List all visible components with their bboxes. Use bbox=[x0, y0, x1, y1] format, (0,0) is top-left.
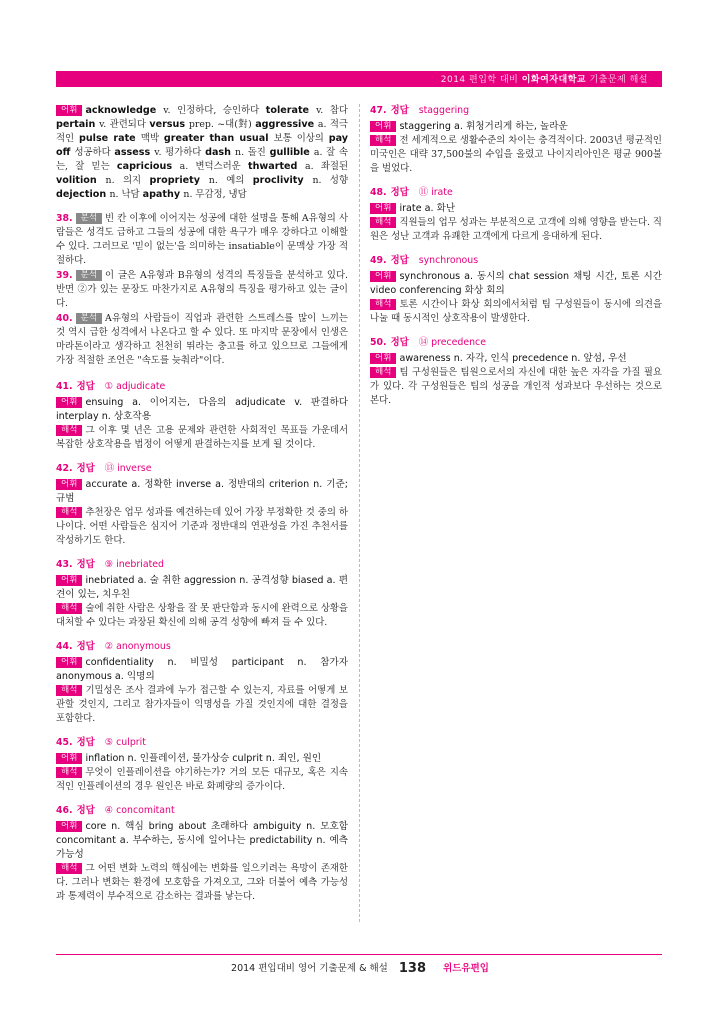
vocab-text: staggering a. 휘청거리게 하는, 놀라운 bbox=[399, 121, 568, 132]
answer-block bbox=[56, 736, 348, 794]
question-number: 48. bbox=[370, 187, 387, 198]
answer-choice: ④ concomitant bbox=[104, 805, 175, 816]
answer-list-right bbox=[370, 104, 662, 408]
vocab-tag: 어휘 bbox=[56, 575, 82, 586]
explain-text: 직원들의 업무 성과는 부분적으로 고객에 의해 영향을 받는다. 직원은 성난 고객과 유쾌한 고객에게 다르게 응대하게 된다. bbox=[370, 217, 662, 242]
vocab-meaning: v. 참다 bbox=[316, 105, 348, 116]
header-text bbox=[441, 72, 648, 85]
vocab-meaning: prep. ~대(對) bbox=[188, 119, 256, 130]
answer-label: 정답 bbox=[76, 463, 95, 474]
explain-row bbox=[56, 424, 348, 452]
vocab-term: proclivity bbox=[252, 175, 313, 186]
vocab-term: pay off bbox=[56, 133, 349, 158]
answer-block bbox=[56, 804, 348, 904]
vocab-term: pulse rate bbox=[78, 133, 141, 144]
explain-tag: 해석 bbox=[56, 603, 82, 614]
explain-text: 술에 취한 사람은 상황을 잘 못 판단함과 동시에 완력으로 상황을 대처할 수 있다는 과장된 확신에 의해 공격 성향에 빠져 들 수 있다. bbox=[56, 603, 348, 628]
vocab-text: synchronous a. 동시의 chat session 채팅 시간, 토론 시간 video conferencing 화상 회의 bbox=[370, 271, 662, 296]
vocab-meaning: 보통 이상의 bbox=[273, 133, 329, 144]
answer-label: 정답 bbox=[76, 641, 95, 652]
analysis-text: 이 글은 A유형과 B유형의 성격의 특징들을 분석하고 있다. 반면 ②가 있는 문장도 마찬가지로 A유형의 특징을 평가하고 있는 글이다. bbox=[56, 270, 348, 309]
vocab-term: assess bbox=[114, 147, 155, 158]
explain-row bbox=[56, 766, 348, 794]
explain-row bbox=[370, 366, 662, 408]
answer-label: 정답 bbox=[76, 381, 95, 392]
vocab-row bbox=[370, 270, 662, 298]
answer-block bbox=[370, 186, 662, 244]
explain-text: 팀 구성원들은 팀원으로서의 자신에 대한 높은 자각을 가질 필요가 있다. 각 구성원들은 팀의 성공을 개인적 성과보다 우선하는 것으로 본다. bbox=[370, 367, 662, 406]
explain-tag: 해석 bbox=[56, 767, 82, 778]
vocab-meaning: n. 낙담 bbox=[109, 189, 143, 200]
vocab-meaning: n. 의지 bbox=[105, 175, 150, 186]
question-number: 41. bbox=[56, 381, 73, 392]
header-suffix: 기출문제 해설 bbox=[589, 75, 648, 85]
vocab-text: core n. 핵심 bring about 초래하다 ambiguity n. 모호함 concomitant a. 부수하는, 동시에 일어나는 predictability n. 예측가능성 bbox=[56, 821, 348, 860]
explain-text: 그 이후 몇 년은 고용 문제와 관련한 사회적인 목표들 가운데서 복잡한 상호작용을 법정이 어떻게 판결하는지를 보게 될 것이다. bbox=[56, 425, 348, 450]
vocab-term: acknowledge bbox=[85, 105, 164, 116]
explain-text: 그 어떤 변화 노력의 핵심에는 변화를 일으키려는 욕망이 존재한다. 그러나 변화는 환경에 모호함을 가져오고, 그와 더불어 예측 가능성과 통제력이 부수적으로 감소하는 결과를 낳는다. bbox=[56, 863, 348, 902]
explain-tag: 해석 bbox=[370, 299, 396, 310]
answer-block bbox=[56, 558, 348, 630]
footer-rule bbox=[56, 954, 662, 955]
intro-vocab bbox=[56, 104, 348, 202]
vocab-term: dash bbox=[205, 147, 236, 158]
header-school: 이화여자대학교 bbox=[521, 75, 587, 85]
answer-block bbox=[370, 254, 662, 326]
answer-choice: ⑬ inverse bbox=[104, 463, 152, 474]
analysis-list bbox=[56, 212, 348, 368]
vocab-text: confidentiality n. 비밀성 participant n. 참가자 anonymous a. 익명의 bbox=[56, 657, 348, 682]
vocab-text: inflation n. 인플레이션, 물가상승 culprit n. 죄인, 원인 bbox=[85, 753, 322, 764]
answer-label: 정답 bbox=[76, 737, 95, 748]
vocab-term: aggressive bbox=[255, 119, 318, 130]
vocab-tag: 어휘 bbox=[56, 821, 82, 832]
vocab-term: capricious bbox=[116, 161, 180, 172]
explain-text: 전 세계적으로 생활수준의 차이는 충격적이다. 2003년 평균적인 미국인은 대략 37,500불의 수입을 올렸고 나이지리아인은 평균 900불을 벌었다. bbox=[370, 135, 662, 174]
right-column bbox=[370, 104, 662, 418]
vocab-tag: 어휘 bbox=[370, 203, 396, 214]
answer-label: 정답 bbox=[76, 559, 95, 570]
vocab-meaning: a. 변덕스러운 bbox=[179, 161, 248, 172]
vocab-row bbox=[56, 820, 348, 862]
vocab-row bbox=[56, 574, 348, 602]
vocab-term: volition bbox=[56, 175, 106, 186]
vocab-term: thwarted bbox=[247, 161, 306, 172]
vocab-tag: 어휘 bbox=[56, 105, 82, 116]
vocab-term: greater than usual bbox=[163, 133, 274, 144]
vocab-meaning: n. 예의 bbox=[208, 175, 253, 186]
question-number: 43. bbox=[56, 559, 73, 570]
analysis-text: A유형의 사람들이 직업과 관련한 스트레스를 많이 느끼는 것 역시 급한 성격에서 나온다고 할 수 있다. 또 마지막 문장에서 인생은 마라톤이라고 생각하고 천천히 뛰라는 충고를 하고 있으므로 그들에게 가장 적절한 조언은 "속도를 늦춰라"이다. bbox=[56, 313, 348, 366]
explain-tag: 해석 bbox=[56, 685, 82, 696]
vocab-row bbox=[370, 352, 662, 366]
vocab-term: pertain bbox=[56, 119, 100, 130]
vocab-row bbox=[56, 396, 348, 424]
question-number: 42. bbox=[56, 463, 73, 474]
analysis-item bbox=[56, 212, 348, 268]
vocab-meaning: n. 무감정, 냉담 bbox=[183, 189, 247, 200]
vocab-term: tolerate bbox=[265, 105, 317, 116]
explain-text: 기밀성은 조사 결과에 누가 접근할 수 있는지, 자료를 어떻게 보관할 것인지, 그리고 참가자들이 익명성을 가질 것인지에 대한 결정을 포함한다. bbox=[56, 685, 348, 724]
analysis-item bbox=[56, 312, 348, 368]
answer-choice: ⑭ precedence bbox=[418, 337, 486, 348]
explain-text: 추천장은 업무 성과를 예견하는데 있어 가장 부정확한 것 중의 하나이다. 어떤 사람들은 심지어 기준과 정반대의 연관성을 가진 추천서를 작성하기도 한다. bbox=[56, 507, 348, 546]
analysis-number: 39. bbox=[56, 270, 73, 281]
vocab-meaning: 성공하다 bbox=[74, 147, 115, 158]
explain-row bbox=[56, 684, 348, 726]
vocab-text: irate a. 화난 bbox=[399, 203, 456, 214]
answer-label: 정답 bbox=[390, 105, 409, 116]
answer-block bbox=[370, 104, 662, 176]
column-divider bbox=[359, 104, 360, 922]
answer-block bbox=[56, 380, 348, 452]
explain-tag: 해석 bbox=[370, 217, 396, 228]
header-prefix: 2014 편입학 대비 bbox=[440, 75, 519, 85]
vocab-text: accurate a. 정확한 inverse a. 정반대의 criterion n. 기준; 규범 bbox=[56, 479, 348, 504]
analysis-item bbox=[56, 269, 348, 311]
explain-row bbox=[56, 862, 348, 904]
question-number: 46. bbox=[56, 805, 73, 816]
answer-heading bbox=[56, 804, 348, 818]
explain-row bbox=[370, 134, 662, 176]
vocab-text: ensuing a. 이어지는, 다음의 adjudicate v. 판결하다 interplay n. 상호작용 bbox=[56, 397, 348, 422]
question-number: 45. bbox=[56, 737, 73, 748]
vocab-meaning: n. 성향 bbox=[312, 175, 349, 186]
answer-heading bbox=[370, 254, 662, 268]
vocab-meaning: a. 좌절된 bbox=[305, 161, 349, 172]
footer bbox=[0, 960, 720, 976]
left-column bbox=[56, 104, 348, 914]
explain-row bbox=[370, 298, 662, 326]
vocab-term: gullible bbox=[269, 147, 314, 158]
vocab-term: dejection bbox=[56, 189, 110, 200]
answer-list-left bbox=[56, 380, 348, 904]
explain-text: 토론 시간이나 화상 회의에서처럼 팀 구성원들이 동시에 의견을 나눌 때 동시적인 상호작용이 발생한다. bbox=[370, 299, 662, 324]
explain-tag: 해석 bbox=[56, 425, 82, 436]
answer-block bbox=[370, 336, 662, 408]
explain-tag: 해석 bbox=[56, 863, 82, 874]
answer-label: 정답 bbox=[390, 187, 409, 198]
answer-choice: synchronous bbox=[418, 255, 479, 266]
vocab-text: inebriated a. 술 취한 aggression n. 공격성향 biased a. 편견이 있는, 치우친 bbox=[56, 575, 348, 600]
explain-tag: 해석 bbox=[370, 367, 396, 378]
answer-label: 정답 bbox=[390, 337, 409, 348]
vocab-row bbox=[56, 478, 348, 506]
question-number: 49. bbox=[370, 255, 387, 266]
footer-brand: 위드유편입 bbox=[443, 963, 489, 974]
vocab-meaning: 맥박 bbox=[140, 133, 164, 144]
vocab-meaning: v. 관련되다 bbox=[99, 119, 150, 130]
vocab-row bbox=[370, 120, 662, 134]
analysis-tag: 분석 bbox=[76, 313, 102, 324]
answer-label: 정답 bbox=[390, 255, 409, 266]
answer-heading bbox=[56, 462, 348, 476]
header-banner bbox=[56, 71, 662, 87]
answer-block bbox=[56, 462, 348, 548]
vocab-row bbox=[370, 202, 662, 216]
analysis-text: 빈 칸 이후에 이어지는 성공에 대한 설명을 통해 A유형의 사람들은 성격도 급하고 그들의 성공에 대한 욕구가 매우 강하다고 이해할 수 있다. 그러므로 '믿이 없는'을 의미하는 insatiable이 문맥상 가장 적절하다. bbox=[56, 213, 348, 266]
answer-choice: ⑤ culprit bbox=[104, 737, 146, 748]
answer-heading bbox=[56, 558, 348, 572]
intro-vocab-list bbox=[56, 105, 348, 200]
page-number: 138 bbox=[398, 961, 427, 976]
vocab-meaning: n. 돌진 bbox=[235, 147, 270, 158]
answer-choice: ① adjudicate bbox=[104, 381, 166, 392]
vocab-meaning: v. 평가하다 bbox=[154, 147, 206, 158]
explain-row bbox=[56, 602, 348, 630]
answer-heading bbox=[56, 736, 348, 750]
answer-label: 정답 bbox=[76, 805, 95, 816]
vocab-text: awareness n. 자각, 인식 precedence n. 앞섬, 우선 bbox=[399, 353, 627, 364]
question-number: 47. bbox=[370, 105, 387, 116]
explain-text: 무엇이 인플레이션을 야기하는가? 거의 모든 대규모, 혹은 지속적인 인플레이션의 경우 원인은 바로 화폐량의 증가이다. bbox=[56, 767, 348, 792]
explain-tag: 해석 bbox=[370, 135, 396, 146]
vocab-row bbox=[56, 656, 348, 684]
analysis-number: 38. bbox=[56, 213, 73, 224]
answer-choice: ⑨ inebriated bbox=[104, 559, 164, 570]
explain-row bbox=[370, 216, 662, 244]
explain-row bbox=[56, 506, 348, 548]
vocab-meaning: v. 인정하다, 승인하다 bbox=[163, 105, 266, 116]
answer-heading bbox=[56, 640, 348, 654]
analysis-tag: 분석 bbox=[76, 213, 102, 224]
vocab-meaning: a. 잘 속는, 잘 믿는 bbox=[56, 147, 348, 172]
analysis-tag: 분석 bbox=[76, 270, 102, 281]
answer-heading bbox=[370, 104, 662, 118]
vocab-tag: 어휘 bbox=[56, 397, 82, 408]
analysis-number: 40. bbox=[56, 313, 73, 324]
vocab-meaning: a. 적극적인 bbox=[56, 119, 348, 144]
answer-block bbox=[56, 640, 348, 726]
explain-tag: 해석 bbox=[56, 507, 82, 518]
vocab-tag: 어휘 bbox=[370, 353, 396, 364]
answer-choice: ⑪ irate bbox=[418, 187, 453, 198]
vocab-term: apathy bbox=[142, 189, 184, 200]
vocab-term: versus bbox=[149, 119, 189, 130]
footer-title: 2014 편입대비 영어 기출문제 & 해설 bbox=[231, 963, 388, 974]
vocab-tag: 어휘 bbox=[370, 271, 396, 282]
vocab-tag: 어휘 bbox=[56, 753, 82, 764]
question-number: 44. bbox=[56, 641, 73, 652]
vocab-tag: 어휘 bbox=[56, 479, 82, 490]
answer-heading bbox=[56, 380, 348, 394]
answer-choice: ② anonymous bbox=[104, 641, 171, 652]
vocab-tag: 어휘 bbox=[56, 657, 82, 668]
question-number: 50. bbox=[370, 337, 387, 348]
answer-heading bbox=[370, 186, 662, 200]
vocab-tag: 어휘 bbox=[370, 121, 396, 132]
vocab-row bbox=[56, 752, 348, 766]
vocab-term: propriety bbox=[149, 175, 209, 186]
answer-choice: staggering bbox=[418, 105, 470, 116]
answer-heading bbox=[370, 336, 662, 350]
